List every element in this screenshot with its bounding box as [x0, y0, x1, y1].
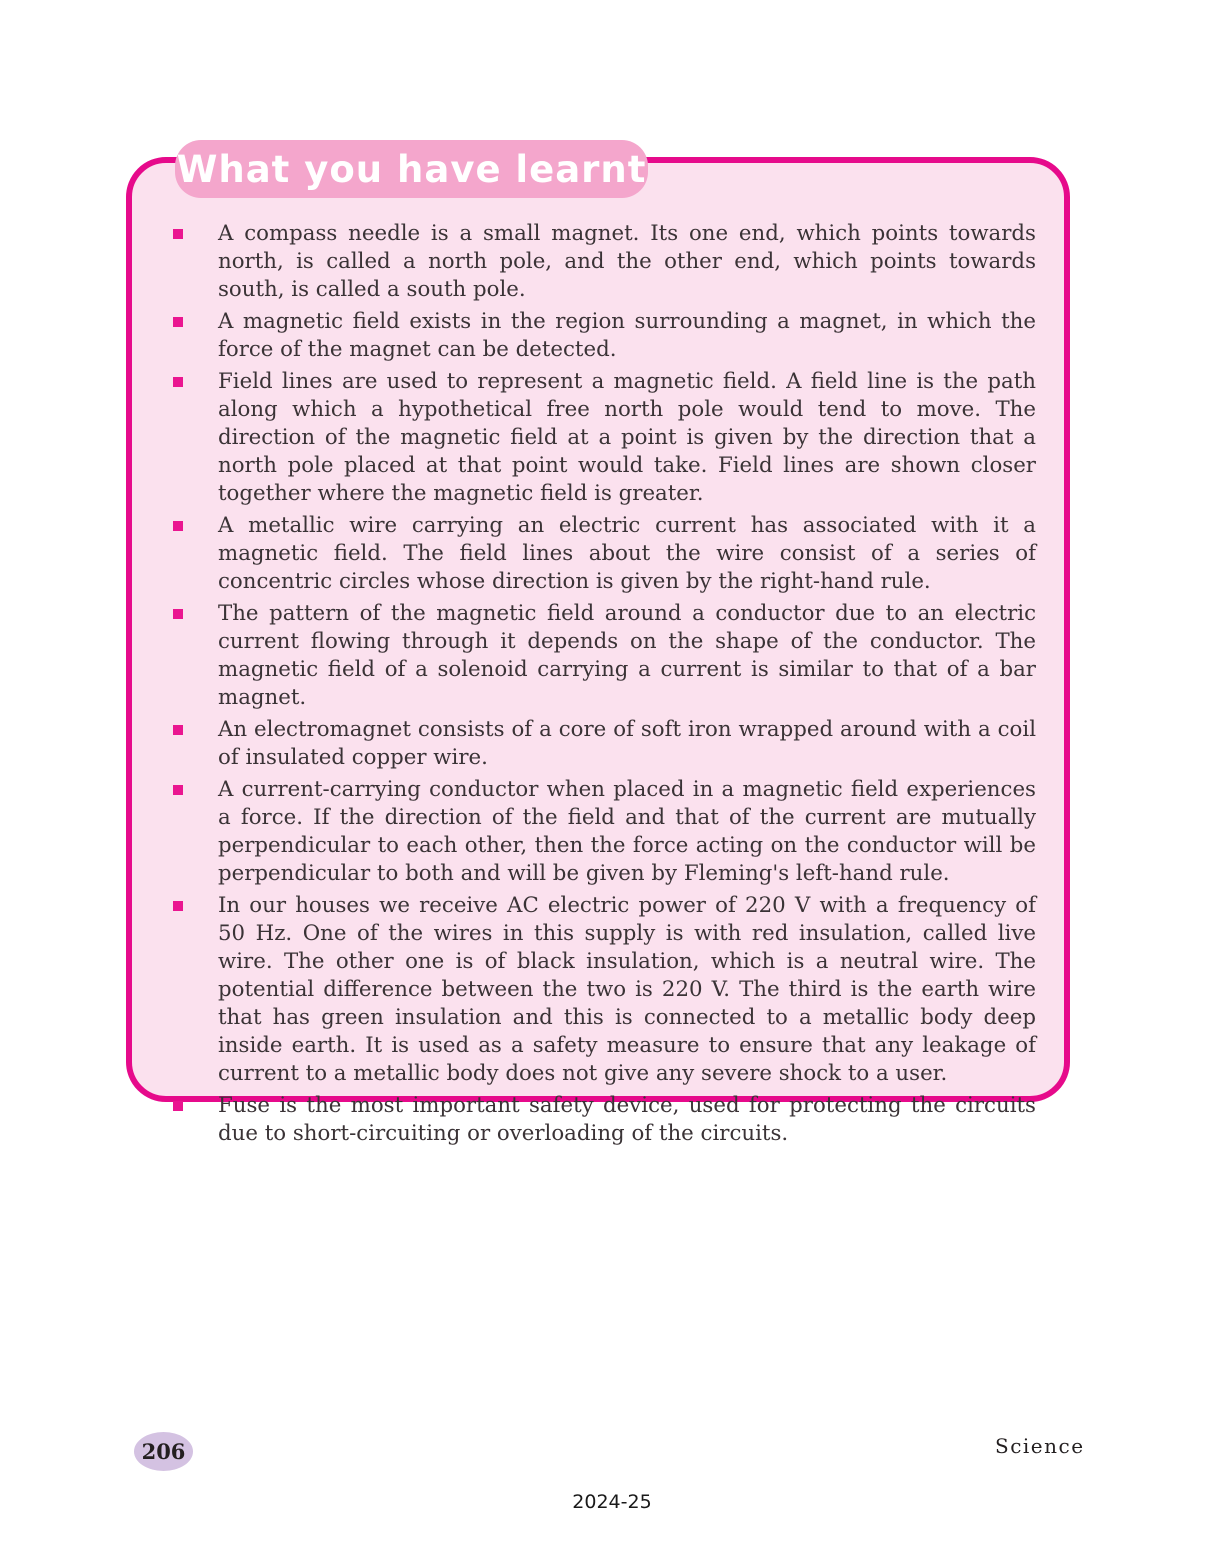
summary-bullet-text: A current-carrying conductor when placed in a magnetic field experiences a force. If the direction of the field and that of the current are mutually perpendicular to each other, then the force acting on the conductor will be perpendicular to both and will be given by Fleming's left-hand rule. — [218, 777, 1036, 886]
square-bullet-icon — [173, 377, 183, 387]
summary-bullet-text: A metallic wire carrying an electric current has associated with it a magnetic field. The field lines about the wire consist of a series of concentric circles whose direction is given by the right-hand rule. — [218, 513, 1036, 594]
summary-box — [126, 147, 1070, 1146]
summary-bullet — [172, 892, 1036, 1088]
summary-bullet-text: Field lines are used to represent a magnetic field. A field line is the path along which a hypothetical free north pole would tend to move. The direction of the magnetic field at a point is given by the direction that a north pole placed at that point would take. Field lines are shown closer together where the magnetic field is greater. — [218, 369, 1036, 506]
summary-bullet — [172, 1092, 1036, 1148]
summary-bullet-text: Fuse is the most important safety device, used for protecting the circuits due to short-circuiting or overloading of the circuits. — [218, 1093, 1036, 1146]
square-bullet-icon — [173, 785, 183, 795]
section-title: What you have learnt — [176, 147, 647, 191]
edition-label: 2024-25 — [572, 1491, 652, 1513]
summary-bullet — [172, 368, 1036, 508]
summary-bullet — [172, 512, 1036, 596]
subject-label: Science — [995, 1434, 1085, 1458]
summary-bullet-text: A magnetic field exists in the region surrounding a magnet, in which the force of the magnet can be detected. — [218, 309, 1036, 362]
square-bullet-icon — [173, 725, 183, 735]
summary-bullet — [172, 220, 1036, 304]
summary-bullet-text: The pattern of the magnetic field around a conductor due to an electric current flowing through it depends on the shape of the conductor. The magnetic field of a solenoid carrying a current is similar to that of a bar magnet. — [218, 601, 1036, 710]
summary-bullet-text: An electromagnet consists of a core of soft iron wrapped around with a coil of insulated copper wire. — [218, 717, 1036, 770]
section-title-banner — [175, 140, 648, 198]
summary-bullet-list — [172, 220, 1036, 1152]
summary-bullet — [172, 716, 1036, 772]
summary-bullet — [172, 776, 1036, 888]
square-bullet-icon — [173, 521, 183, 531]
summary-bullet-text: In our houses we receive AC electric power of 220 V with a frequency of 50 Hz. One of the wires in this supply is with red insulation, called live wire. The other one is of black insulation, which is a neutral wire. The potential difference between the two is 220 V. The third is the earth wire that has green insulation and this is connected to a metallic body deep inside earth. It is used as a safety measure to ensure that any leakage of current to a metallic body does not give any severe shock to a user. — [218, 893, 1036, 1086]
square-bullet-icon — [173, 317, 183, 327]
page-number-badge: 206 — [134, 1432, 193, 1471]
square-bullet-icon — [173, 609, 183, 619]
square-bullet-icon — [173, 229, 183, 239]
summary-bullet-text: A compass needle is a small magnet. Its one end, which points towards north, is called a north pole, and the other end, which points towards south, is called a south pole. — [218, 221, 1036, 302]
square-bullet-icon — [173, 901, 183, 911]
square-bullet-icon — [173, 1101, 183, 1111]
summary-bullet — [172, 600, 1036, 712]
summary-bullet — [172, 308, 1036, 364]
